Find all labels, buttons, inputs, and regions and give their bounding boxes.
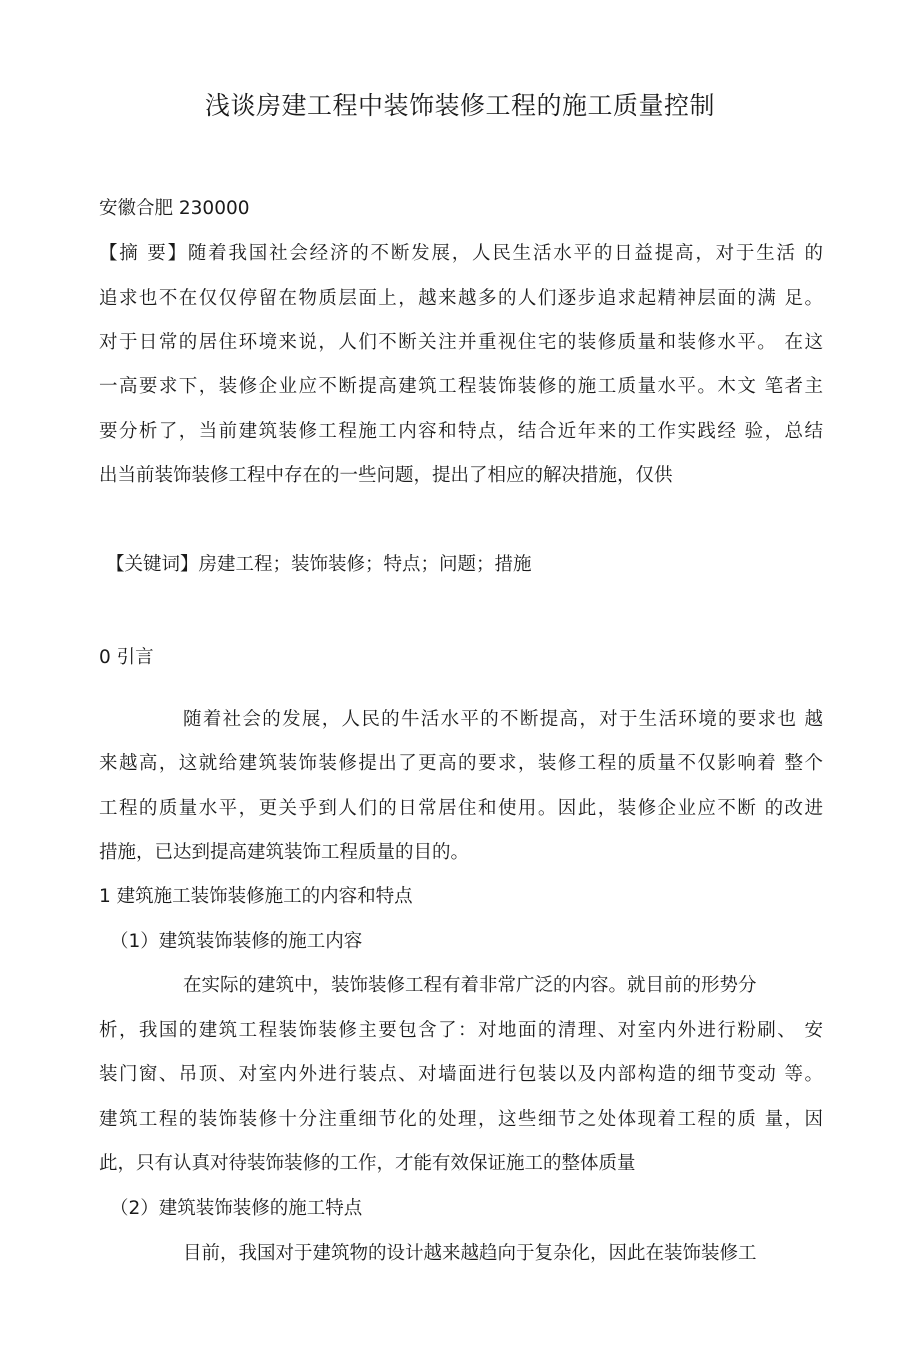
paragraph-line: 在实际的建筑中，装饰装修工程有着非常广泛的内容。就目前的形势分 (183, 975, 757, 996)
paragraph-line: 随着社会的发展，人民的牛活水平的不断提高，对于生活环境的要求也 越 (183, 709, 823, 730)
author-address: 安徽合肥 230000 (99, 198, 250, 219)
paragraph-line: 装门窗、吊顶、对室内外进行装点、对墙面进行包装以及内部构造的细节变动 等。 (99, 1064, 823, 1085)
abstract-line: 一高要求下，装修企业应不断提高建筑工程装饰装修的施工质量水平。木文 笔者主 (99, 376, 823, 397)
abstract-line: 出当前装饰装修工程中存在的一些问题，提出了相应的解决措施，仅供 (99, 465, 673, 486)
paragraph-line: 来越高，这就给建筑装饰装修提出了更高的要求，装修工程的质量不仅影响着 整个 (99, 753, 823, 774)
subsection-heading-1: （1）建筑装饰装修的施工内容 (110, 931, 363, 952)
paragraph-line: 建筑工程的装饰装修十分注重细节化的处理，这些细节之处体现着工程的质 量，因 (99, 1109, 823, 1130)
abstract-line: 对于日常的居住环境来说，人们不断关注并重视住宅的装修质量和装修水平。 在这 (99, 332, 823, 353)
paragraph-line: 目前，我国对于建筑物的设计越来越趋向于复杂化，因此在装饰装修工 (183, 1243, 757, 1264)
section-heading-1: 1 建筑施工装饰装修施工的内容和特点 (99, 886, 413, 907)
section-heading-intro: 0 引言 (99, 647, 154, 668)
paragraph-line: 措施，已达到提高建筑装饰工程质量的目的。 (99, 842, 470, 863)
abstract-line: 【摘 要】随着我国社会经济的不断发展，人民生活水平的日益提高，对于生活 的 (99, 243, 823, 264)
keywords: 【关键词】房建工程；装饰装修；特点；问题；措施 (106, 554, 532, 575)
paragraph-line: 工程的质量水平，更关乎到人们的日常居住和使用。因此，装修企业应不断 的改进 (99, 798, 823, 819)
document-title: 浅谈房建工程中装饰装修工程的施工质量控制 (204, 91, 715, 120)
subsection-heading-2: （2）建筑装饰装修的施工特点 (110, 1198, 363, 1219)
abstract-line: 要分析了，当前建筑装修工程施工内容和特点，结合近年来的工作实践经 验，总结 (99, 421, 823, 442)
abstract-line: 追求也不在仅仅停留在物质层面上，越来越多的人们逐步追求起精神层面的满 足。 (99, 288, 823, 309)
paragraph-line: 此，只有认真对待装饰装修的工作，才能有效保证施工的整体质量 (99, 1153, 636, 1174)
paragraph-line: 析，我国的建筑工程装饰装修主要包含了：对地面的清理、对室内外进行粉刷、 安 (99, 1020, 823, 1041)
